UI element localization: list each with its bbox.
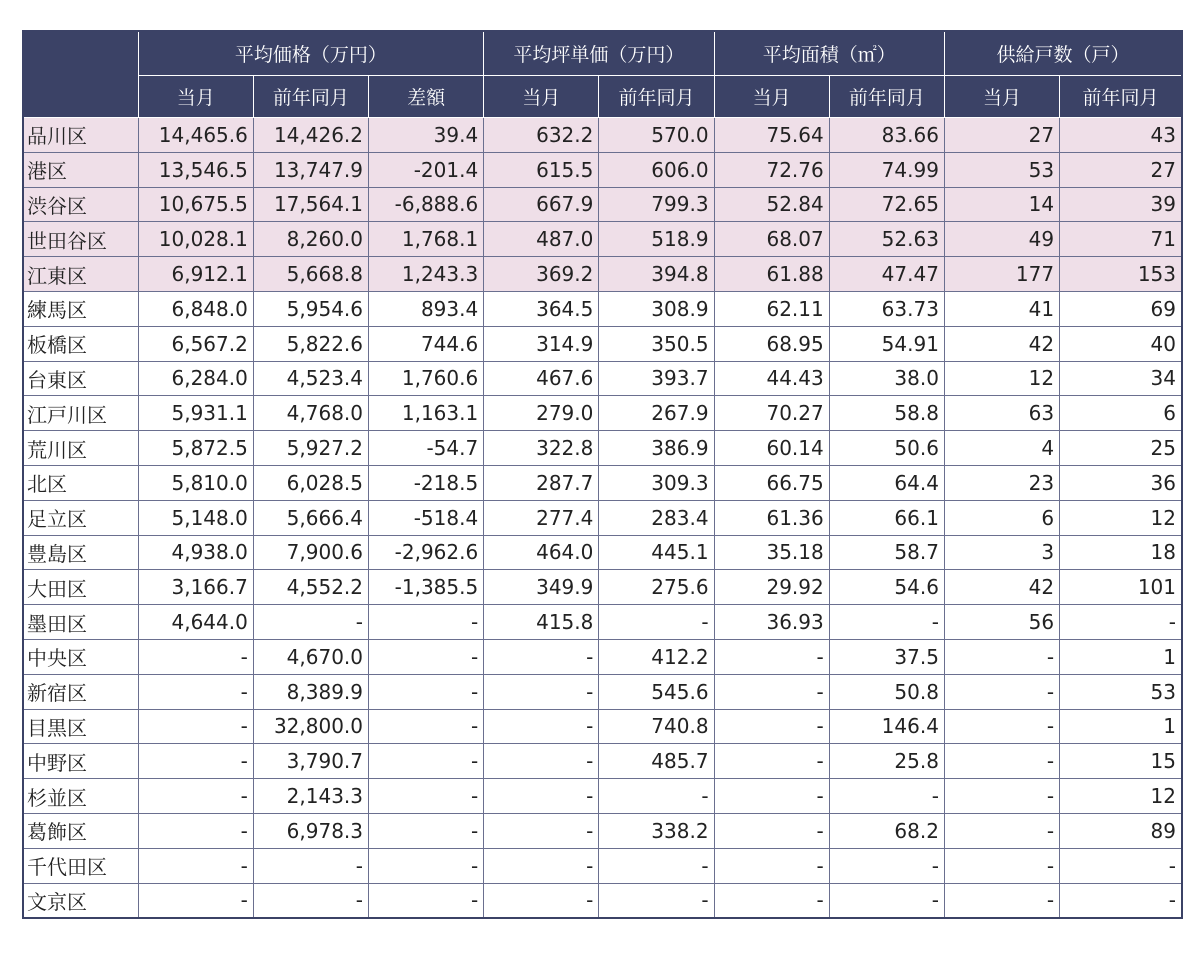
table-cell: -1,385.5: [369, 570, 484, 605]
table-cell: -2,962.6: [369, 535, 484, 570]
table-cell: -6,888.6: [369, 187, 484, 222]
table-cell: -: [138, 883, 253, 918]
table-cell: -: [1060, 848, 1182, 883]
table-cell: 3,166.7: [138, 570, 253, 605]
table-cell: 75.64: [714, 118, 829, 153]
table-cell: 6: [1060, 396, 1182, 431]
table-cell: -: [829, 848, 944, 883]
ward-name-cell: 江東区: [23, 257, 138, 292]
table-cell: -: [253, 883, 368, 918]
table-cell: 5,668.8: [253, 257, 368, 292]
table-cell: -: [829, 605, 944, 640]
subheader-price-prev-year: 前年同月: [253, 76, 368, 118]
table-cell: 34: [1060, 361, 1182, 396]
table-cell: 43: [1060, 118, 1182, 153]
table-cell: 39.4: [369, 118, 484, 153]
table-cell: -: [944, 883, 1059, 918]
table-cell: 47.47: [829, 257, 944, 292]
table-cell: 37.5: [829, 639, 944, 674]
table-cell: 29.92: [714, 570, 829, 605]
table-cell: 314.9: [484, 326, 599, 361]
table-row: [23, 361, 1182, 396]
table-cell: 14,465.6: [138, 118, 253, 153]
table-row: [23, 848, 1182, 883]
ward-name-cell: 渋谷区: [23, 187, 138, 222]
table-cell: 10,028.1: [138, 222, 253, 257]
table-cell: -201.4: [369, 152, 484, 187]
ward-name-cell: 台東区: [23, 361, 138, 396]
table-cell: 545.6: [599, 674, 714, 709]
table-cell: 39: [1060, 187, 1182, 222]
table-cell: -: [484, 709, 599, 744]
table-cell: -: [138, 848, 253, 883]
ward-name-cell: 足立区: [23, 500, 138, 535]
table-cell: 25: [1060, 431, 1182, 466]
table-cell: 36.93: [714, 605, 829, 640]
table-cell: -: [714, 674, 829, 709]
table-cell: 36: [1060, 465, 1182, 500]
table-cell: 393.7: [599, 361, 714, 396]
table-cell: 5,822.6: [253, 326, 368, 361]
table-row: [23, 152, 1182, 187]
header-supply-units: 供給戸数（戸）: [944, 31, 1182, 76]
table-cell: -: [369, 883, 484, 918]
table-cell: 369.2: [484, 257, 599, 292]
table-cell: 4,768.0: [253, 396, 368, 431]
subheader-tsubo-current: 当月: [484, 76, 599, 118]
table-cell: -: [138, 639, 253, 674]
table-cell: 570.0: [599, 118, 714, 153]
ward-name-cell: 江戸川区: [23, 396, 138, 431]
table-cell: -: [944, 674, 1059, 709]
table-header: [23, 31, 1182, 118]
table-cell: 5,810.0: [138, 465, 253, 500]
table-row: [23, 118, 1182, 153]
table-cell: 27: [1060, 152, 1182, 187]
table-cell: 6,028.5: [253, 465, 368, 500]
subheader-area-prev-year: 前年同月: [829, 76, 944, 118]
ward-name-cell: 北区: [23, 465, 138, 500]
table-cell: 6,567.2: [138, 326, 253, 361]
table-cell: 58.7: [829, 535, 944, 570]
table-cell: -: [253, 848, 368, 883]
subheader-area-current: 当月: [714, 76, 829, 118]
table-cell: 267.9: [599, 396, 714, 431]
table-cell: 61.36: [714, 500, 829, 535]
table-cell: 62.11: [714, 291, 829, 326]
table-cell: -: [944, 813, 1059, 848]
table-cell: -: [484, 744, 599, 779]
table-cell: -: [944, 639, 1059, 674]
table-cell: -: [599, 848, 714, 883]
table-cell: 1: [1060, 639, 1182, 674]
table-cell: 744.6: [369, 326, 484, 361]
subheader-units-current: 当月: [944, 76, 1059, 118]
table-cell: 60.14: [714, 431, 829, 466]
ward-name-cell: 豊島区: [23, 535, 138, 570]
table-cell: 50.8: [829, 674, 944, 709]
table-row: [23, 222, 1182, 257]
table-cell: 6,912.1: [138, 257, 253, 292]
table-row: [23, 535, 1182, 570]
table-cell: -518.4: [369, 500, 484, 535]
table-cell: 12: [1060, 779, 1182, 814]
table-row: [23, 674, 1182, 709]
table-cell: 5,927.2: [253, 431, 368, 466]
table-cell: 283.4: [599, 500, 714, 535]
table-cell: -: [369, 744, 484, 779]
table-cell: 177: [944, 257, 1059, 292]
table-cell: 101: [1060, 570, 1182, 605]
table-cell: 41: [944, 291, 1059, 326]
ward-name-cell: 文京区: [23, 883, 138, 918]
table-cell: -: [484, 848, 599, 883]
table-cell: -: [714, 883, 829, 918]
table-cell: 54.6: [829, 570, 944, 605]
table-cell: 275.6: [599, 570, 714, 605]
table-body: [23, 118, 1182, 919]
table-cell: -: [714, 848, 829, 883]
table-cell: -: [369, 674, 484, 709]
table-cell: 10,675.5: [138, 187, 253, 222]
table-row: [23, 883, 1182, 918]
table-cell: 6,848.0: [138, 291, 253, 326]
table-cell: 32,800.0: [253, 709, 368, 744]
table-row: [23, 465, 1182, 500]
table-cell: 740.8: [599, 709, 714, 744]
header-corner-cell: [23, 31, 138, 118]
table-cell: -: [1060, 883, 1182, 918]
table-cell: 64.4: [829, 465, 944, 500]
ward-name-cell: 新宿区: [23, 674, 138, 709]
table-cell: -: [484, 639, 599, 674]
header-avg-price: 平均価格（万円）: [138, 31, 484, 76]
table-cell: 322.8: [484, 431, 599, 466]
subheader-price-difference: 差額: [369, 76, 484, 118]
table-row: [23, 779, 1182, 814]
ward-name-cell: 板橋区: [23, 326, 138, 361]
ward-name-cell: 中野区: [23, 744, 138, 779]
table-cell: 71: [1060, 222, 1182, 257]
table-cell: 35.18: [714, 535, 829, 570]
table-cell: -: [369, 813, 484, 848]
table-cell: 15: [1060, 744, 1182, 779]
table-cell: 70.27: [714, 396, 829, 431]
table-cell: 4,644.0: [138, 605, 253, 640]
table-cell: 386.9: [599, 431, 714, 466]
table-cell: -: [484, 674, 599, 709]
table-cell: 83.66: [829, 118, 944, 153]
table-cell: -: [484, 779, 599, 814]
table-cell: 12: [1060, 500, 1182, 535]
table-cell: 3,790.7: [253, 744, 368, 779]
ward-name-cell: 目黒区: [23, 709, 138, 744]
ward-name-cell: 荒川区: [23, 431, 138, 466]
table-cell: 4,670.0: [253, 639, 368, 674]
table-cell: 40: [1060, 326, 1182, 361]
table-cell: 632.2: [484, 118, 599, 153]
table-cell: -: [369, 709, 484, 744]
table-cell: 146.4: [829, 709, 944, 744]
table-cell: 53: [1060, 674, 1182, 709]
table-cell: 25.8: [829, 744, 944, 779]
table-row: [23, 431, 1182, 466]
table-cell: -54.7: [369, 431, 484, 466]
table-cell: 53: [944, 152, 1059, 187]
table-cell: 7,900.6: [253, 535, 368, 570]
table-cell: 72.76: [714, 152, 829, 187]
table-cell: 68.2: [829, 813, 944, 848]
table-cell: 42: [944, 326, 1059, 361]
table-cell: 17,564.1: [253, 187, 368, 222]
table-cell: 89: [1060, 813, 1182, 848]
table-cell: -: [369, 605, 484, 640]
table-cell: 350.5: [599, 326, 714, 361]
header-avg-area: 平均面積（㎡）: [714, 31, 944, 76]
ward-name-cell: 世田谷区: [23, 222, 138, 257]
table-cell: 42: [944, 570, 1059, 605]
table-cell: 38.0: [829, 361, 944, 396]
table-cell: 464.0: [484, 535, 599, 570]
table-cell: 23: [944, 465, 1059, 500]
table-cell: 12: [944, 361, 1059, 396]
table-cell: 338.2: [599, 813, 714, 848]
table-cell: 58.8: [829, 396, 944, 431]
table-cell: 3: [944, 535, 1059, 570]
table-cell: 287.7: [484, 465, 599, 500]
table-cell: 68.95: [714, 326, 829, 361]
table-cell: -: [714, 813, 829, 848]
table-cell: -: [369, 779, 484, 814]
ward-name-cell: 港区: [23, 152, 138, 187]
table-row: [23, 500, 1182, 535]
table-cell: 5,872.5: [138, 431, 253, 466]
table-cell: -: [599, 883, 714, 918]
ward-name-cell: 杉並区: [23, 779, 138, 814]
table-cell: -: [369, 639, 484, 674]
ward-name-cell: 中央区: [23, 639, 138, 674]
table-cell: 14: [944, 187, 1059, 222]
ward-name-cell: 葛飾区: [23, 813, 138, 848]
table-row: [23, 326, 1182, 361]
ward-price-table-container: [22, 30, 1183, 919]
table-cell: 6,284.0: [138, 361, 253, 396]
table-cell: 56: [944, 605, 1059, 640]
ward-name-cell: 大田区: [23, 570, 138, 605]
table-cell: -: [484, 883, 599, 918]
table-row: [23, 570, 1182, 605]
table-cell: -: [1060, 605, 1182, 640]
table-cell: 4,523.4: [253, 361, 368, 396]
table-cell: 1: [1060, 709, 1182, 744]
table-cell: -: [599, 605, 714, 640]
table-cell: 518.9: [599, 222, 714, 257]
table-cell: 487.0: [484, 222, 599, 257]
table-cell: 467.6: [484, 361, 599, 396]
table-cell: -: [944, 779, 1059, 814]
table-cell: 485.7: [599, 744, 714, 779]
table-cell: 445.1: [599, 535, 714, 570]
table-cell: 606.0: [599, 152, 714, 187]
ward-name-cell: 千代田区: [23, 848, 138, 883]
table-cell: -: [714, 639, 829, 674]
table-cell: 52.63: [829, 222, 944, 257]
table-cell: 74.99: [829, 152, 944, 187]
table-cell: -: [369, 848, 484, 883]
table-cell: -: [829, 779, 944, 814]
table-row: [23, 605, 1182, 640]
subheader-price-current: 当月: [138, 76, 253, 118]
table-row: [23, 744, 1182, 779]
table-cell: -: [484, 813, 599, 848]
table-cell: 1,768.1: [369, 222, 484, 257]
table-cell: -218.5: [369, 465, 484, 500]
table-cell: 799.3: [599, 187, 714, 222]
table-cell: -: [253, 605, 368, 640]
table-cell: 6,978.3: [253, 813, 368, 848]
subheader-units-prev-year: 前年同月: [1060, 76, 1182, 118]
table-cell: 50.6: [829, 431, 944, 466]
table-row: [23, 709, 1182, 744]
table-cell: 4: [944, 431, 1059, 466]
table-cell: -: [599, 779, 714, 814]
table-cell: 44.43: [714, 361, 829, 396]
table-cell: 364.5: [484, 291, 599, 326]
table-cell: 63: [944, 396, 1059, 431]
table-cell: 1,243.3: [369, 257, 484, 292]
table-row: [23, 813, 1182, 848]
table-cell: 615.5: [484, 152, 599, 187]
table-cell: 13,747.9: [253, 152, 368, 187]
table-cell: 412.2: [599, 639, 714, 674]
table-row: [23, 291, 1182, 326]
table-cell: 5,954.6: [253, 291, 368, 326]
table-cell: -: [138, 709, 253, 744]
table-cell: 66.75: [714, 465, 829, 500]
table-cell: 52.84: [714, 187, 829, 222]
table-cell: 277.4: [484, 500, 599, 535]
table-cell: 27: [944, 118, 1059, 153]
table-cell: 667.9: [484, 187, 599, 222]
table-cell: 18: [1060, 535, 1182, 570]
table-cell: 6: [944, 500, 1059, 535]
table-cell: 308.9: [599, 291, 714, 326]
table-cell: 349.9: [484, 570, 599, 605]
table-cell: 415.8: [484, 605, 599, 640]
table-cell: 72.65: [829, 187, 944, 222]
table-cell: 1,163.1: [369, 396, 484, 431]
table-cell: 5,148.0: [138, 500, 253, 535]
table-cell: -: [944, 709, 1059, 744]
table-cell: -: [829, 883, 944, 918]
ward-name-cell: 墨田区: [23, 605, 138, 640]
table-cell: 63.73: [829, 291, 944, 326]
table-cell: 8,260.0: [253, 222, 368, 257]
table-cell: -: [944, 744, 1059, 779]
table-cell: 8,389.9: [253, 674, 368, 709]
subheader-tsubo-prev-year: 前年同月: [599, 76, 714, 118]
table-row: [23, 257, 1182, 292]
table-cell: 394.8: [599, 257, 714, 292]
table-cell: 14,426.2: [253, 118, 368, 153]
table-cell: 4,552.2: [253, 570, 368, 605]
header-avg-tsubo-price: 平均坪単価（万円）: [484, 31, 714, 76]
table-cell: 54.91: [829, 326, 944, 361]
table-cell: 309.3: [599, 465, 714, 500]
table-cell: -: [138, 813, 253, 848]
table-cell: 1,760.6: [369, 361, 484, 396]
table-cell: 5,666.4: [253, 500, 368, 535]
table-cell: -: [714, 709, 829, 744]
table-cell: 5,931.1: [138, 396, 253, 431]
table-cell: 61.88: [714, 257, 829, 292]
table-cell: -: [714, 779, 829, 814]
table-row: [23, 639, 1182, 674]
table-cell: 49: [944, 222, 1059, 257]
table-cell: 66.1: [829, 500, 944, 535]
table-row: [23, 187, 1182, 222]
table-cell: 4,938.0: [138, 535, 253, 570]
ward-name-cell: 練馬区: [23, 291, 138, 326]
table-cell: 279.0: [484, 396, 599, 431]
table-cell: -: [138, 779, 253, 814]
table-cell: -: [138, 674, 253, 709]
table-cell: 153: [1060, 257, 1182, 292]
table-cell: -: [138, 744, 253, 779]
table-cell: 13,546.5: [138, 152, 253, 187]
table-cell: -: [714, 744, 829, 779]
table-cell: 69: [1060, 291, 1182, 326]
table-cell: 2,143.3: [253, 779, 368, 814]
table-cell: 893.4: [369, 291, 484, 326]
table-cell: -: [944, 848, 1059, 883]
ward-name-cell: 品川区: [23, 118, 138, 153]
ward-price-table: [22, 30, 1183, 919]
table-cell: 68.07: [714, 222, 829, 257]
table-row: [23, 396, 1182, 431]
